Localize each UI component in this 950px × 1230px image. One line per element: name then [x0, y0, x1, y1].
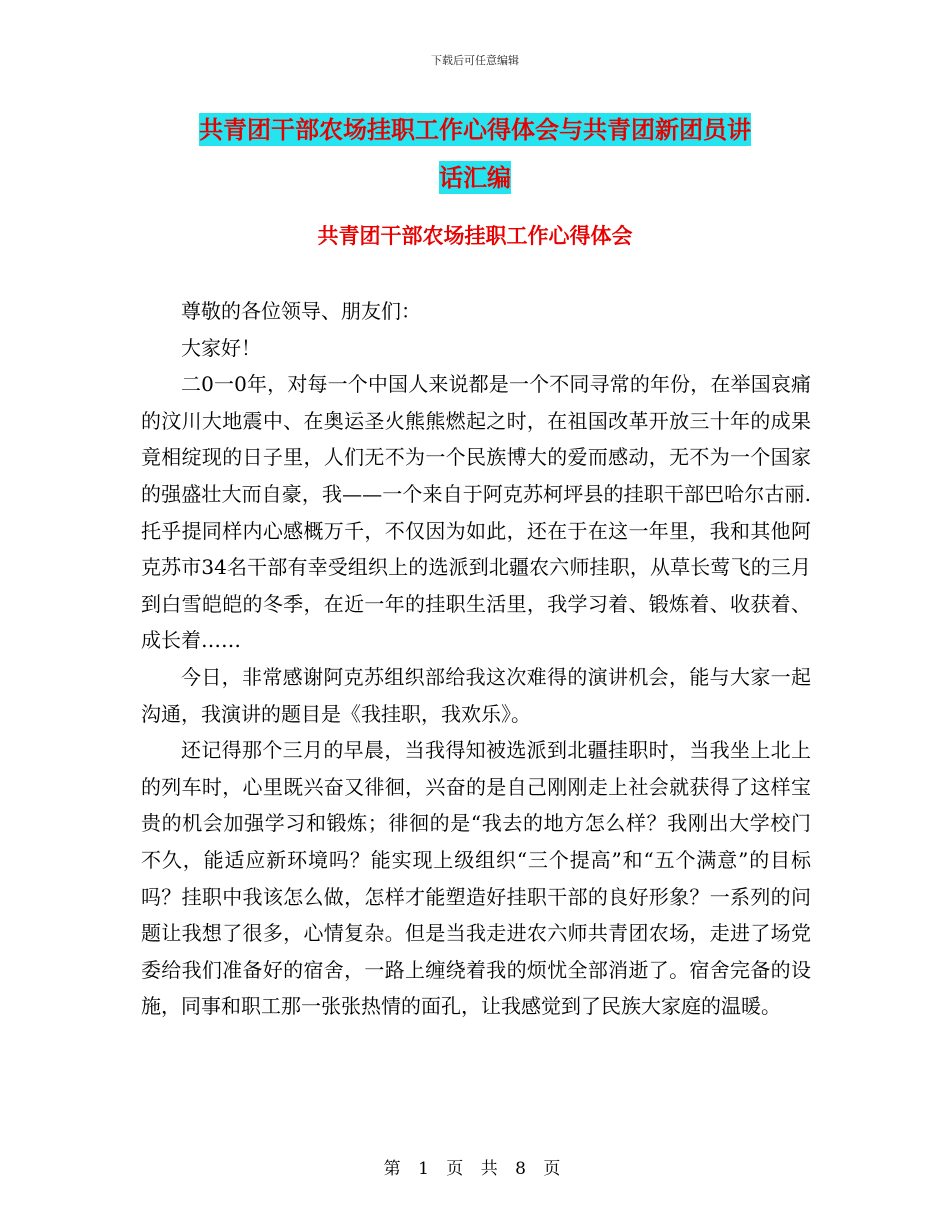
document-title-line2: 话汇编 [439, 163, 511, 192]
document-title [140, 106, 810, 202]
page-footer-number: 第 1 页 共 8 页 [383, 1159, 567, 1179]
paragraph: 二0一0年，对每一个中国人来说都是一个不同寻常的年份，在举国哀痛的汶川大地震中、在奥运圣火熊熊燃起之时，在祖国改革开放三十年的成果竟相绽现的日子里，人们无不为一个民族博大的爱而感动，无不为一个国家的强盛壮大而自豪，我——一个来自于阿克苏柯坪县的挂职干部巴哈尔古丽.托乎提同样内心感概万千，不仅因为如此，还在于在这一年里，我和其他阿克苏市34名干部有幸受组织上的选派到北疆农六师挂职，从草长莺飞的三月到白雪皑皑的冬季，在近一年的挂职生活里，我学习着、锻炼着、收获着、成长着…… [141, 372, 811, 653]
body-text [141, 293, 811, 1025]
paragraph: 还记得那个三月的早晨，当我得知被选派到北疆挂职时，当我坐上北上的列车时，心里既兴奋又徘徊，兴奋的是自己刚刚走上社会就获得了这样宝贵的机会加强学习和锻炼；徘徊的是“我去的地方怎么样？我刚出大学校门不久，能适应新环境吗？能实现上级组织“三个提高”和“五个满意”的目标吗？挂职中我该怎么做，怎样才能塑造好挂职干部的良好形象？一系列的问题让我想了很多，心情复杂。但是当我走进农六师共青团农场，走进了场党委给我们准备好的宿舍，一路上缠绕着我的烦忧全部消逝了。宿舍完备的设施，同事和职工那一张张热情的面孔，让我感觉到了民族大家庭的温暖。 [141, 738, 811, 1019]
section-title: 共青团干部农场挂职工作心得体会 [317, 223, 633, 248]
paragraph: 今日，非常感谢阿克苏组织部给我这次难得的演讲机会，能与大家一起沟通，我演讲的题目是《我挂职，我欢乐》。 [141, 664, 811, 726]
document-title-line1: 共青团干部农场挂职工作心得体会与共青团新团员讲 [199, 115, 751, 144]
page-header-note: 下载后可任意编辑 [431, 54, 519, 67]
paragraph-greeting: 大家好！ [181, 335, 261, 360]
paragraph-salutation: 尊敬的各位领导、朋友们： [181, 299, 421, 323]
